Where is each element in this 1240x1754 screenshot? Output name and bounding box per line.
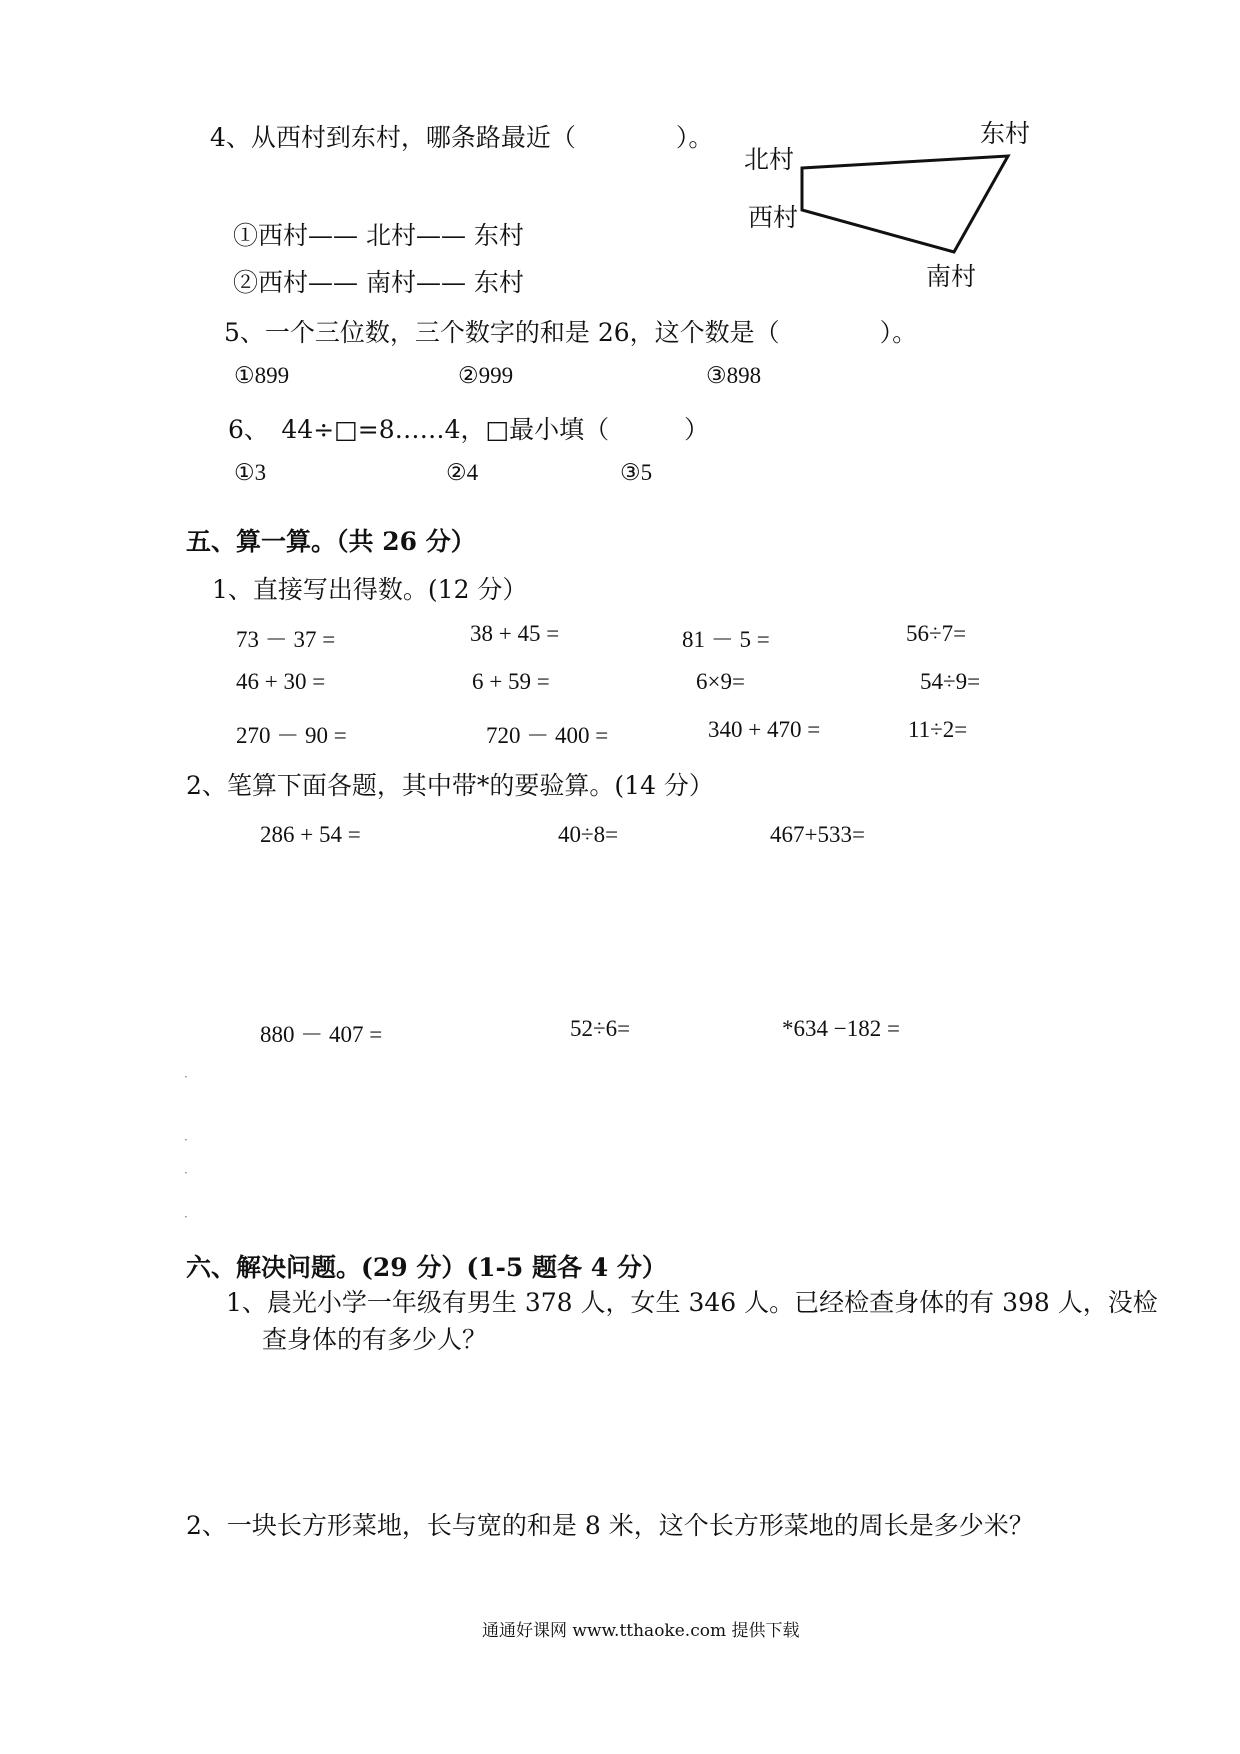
problem-1-line-1: 1、晨光小学一年级有男生 378 人，女生 346 人。已经检查身体的有 398 人，没检 xyxy=(226,1288,1158,1317)
q5-text: 5、一个三位数，三个数字的和是 26，这个数是（ ）。 xyxy=(224,318,918,347)
village-map xyxy=(740,100,1060,290)
section-5-part1-title: 1、直接写出得数。(12 分） xyxy=(212,575,528,604)
scan-speck: · xyxy=(184,1070,188,1084)
map-label-south: 南村 xyxy=(926,262,977,290)
section-5-part2-title: 2、笔算下面各题，其中带*的要验算。(14 分） xyxy=(186,771,714,800)
q6-text: 6、 44÷□=8……4，□最小填（ ） xyxy=(228,415,710,444)
scan-speck: · xyxy=(184,1210,188,1224)
q6-option-3: ③5 xyxy=(620,460,653,485)
scan-speck: · xyxy=(184,1133,188,1147)
q5-option-1: ①899 xyxy=(234,363,290,388)
scan-speck: · xyxy=(184,1166,188,1180)
calc-r3-c1: 270 － 90 = xyxy=(236,723,347,748)
q5-option-2: ②999 xyxy=(458,363,514,388)
calc-r2-c1: 46 + 30 = xyxy=(236,669,326,694)
calc-r3-c2: 720 － 400 = xyxy=(486,723,609,748)
calc-r1-c3: 81 － 5 = xyxy=(682,627,770,652)
calc-r3-c3: 340 + 470 = xyxy=(708,717,821,742)
route-quadrilateral xyxy=(802,156,1008,252)
written-calc-2: 40÷8= xyxy=(558,822,619,847)
calc-r1-c4: 56÷7= xyxy=(906,621,967,646)
written-calc-3: 467+533= xyxy=(770,822,865,847)
written-calc-6: *634 −182 = xyxy=(782,1016,900,1041)
q4-option-2: ②西村—— 南村—— 东村 xyxy=(233,268,524,297)
q5-option-3: ③898 xyxy=(706,363,762,388)
calc-r2-c4: 54÷9= xyxy=(920,669,981,694)
q6-option-2: ②4 xyxy=(446,460,479,485)
footer-download-note: 通通好课网 www.tthaoke.com 提供下载 xyxy=(482,1621,800,1641)
written-calc-4: 880 － 407 = xyxy=(260,1022,383,1047)
written-calc-1: 286 + 54 = xyxy=(260,822,361,847)
written-calc-5: 52÷6= xyxy=(570,1016,631,1041)
section-5-title: 五、算一算。（共 26 分） xyxy=(186,527,476,556)
calc-r2-c3: 6×9= xyxy=(696,669,745,694)
calc-r1-c2: 38 + 45 = xyxy=(470,621,560,646)
calc-r2-c2: 6 + 59 = xyxy=(472,669,550,694)
problem-1-line-2: 查身体的有多少人？ xyxy=(262,1325,488,1354)
q4-text: 4、从西村到东村，哪条路最近（ ）。 xyxy=(210,123,714,152)
q6-option-1: ①3 xyxy=(234,460,267,485)
q4-option-1: ①西村—— 北村—— 东村 xyxy=(233,221,524,250)
calc-r1-c1: 73 － 37 = xyxy=(236,627,336,652)
section-6-title: 六、解决问题。(29 分）(1-5 题各 4 分） xyxy=(186,1253,667,1282)
map-label-east: 东村 xyxy=(980,119,1031,148)
map-label-west: 西村 xyxy=(748,203,799,232)
calc-r3-c4: 11÷2= xyxy=(908,717,968,742)
map-label-north: 北村 xyxy=(744,145,795,174)
problem-2: 2、一块长方形菜地，长与宽的和是 8 米，这个长方形菜地的周长是多少米？ xyxy=(186,1511,1034,1540)
